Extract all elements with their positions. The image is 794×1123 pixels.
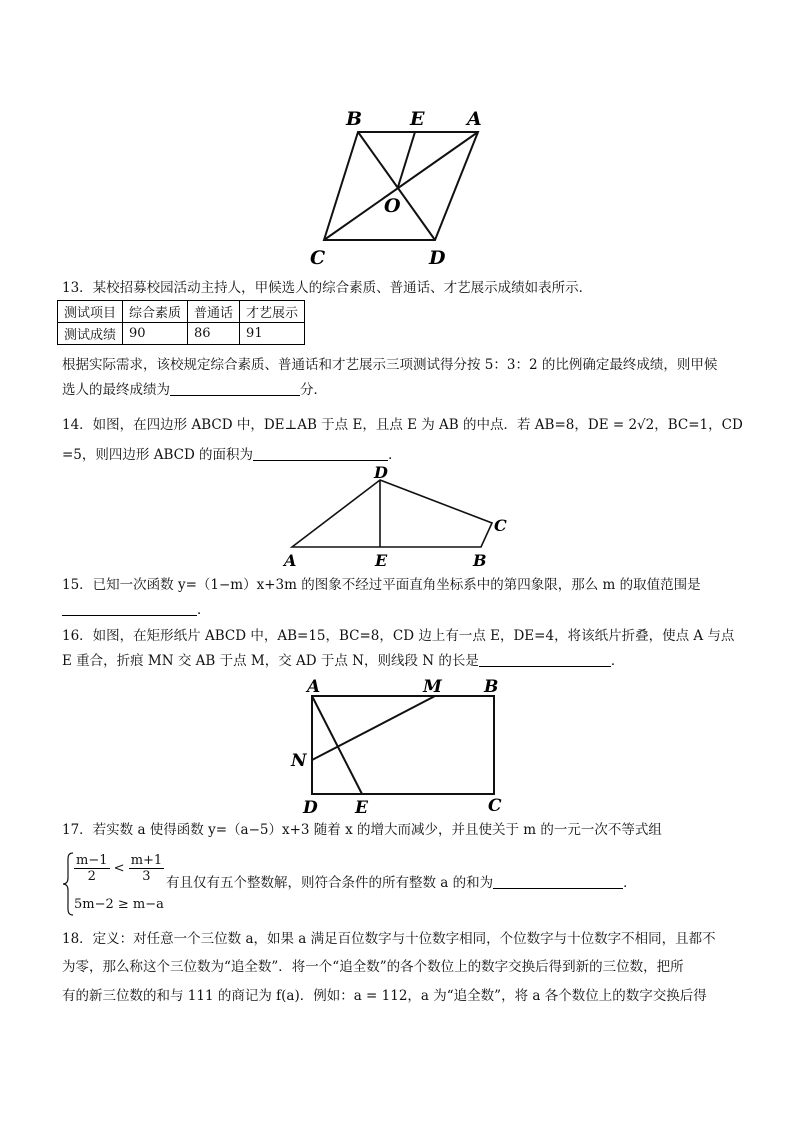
q17-tail-pre: 有且仅有五个整数解，则符合条件的所有整数 a 的和为	[166, 875, 494, 891]
table-cell: 才艺展示	[240, 301, 305, 323]
denominator: 3	[142, 869, 151, 884]
answer-blank	[62, 601, 197, 616]
system-brace	[62, 852, 74, 916]
inequality-2: 5m−2 ≥ m−a	[74, 897, 164, 912]
q16-line2-pre: E 重合，折痕 MN 交 AB 于点 M，交 AD 于点 N，则线段 N 的长是	[62, 653, 479, 669]
figure-rectangle	[285, 672, 515, 822]
inequality-operator: <	[113, 861, 125, 876]
table-cell: 测试成绩	[58, 323, 123, 345]
table-row	[58, 323, 305, 345]
diagonal-BD	[358, 132, 435, 240]
q17-line1: 17．若实数 a 使得函数 y=（a−5）x+3 随着 x 的增大而减少，并且使关于 m 的一元一次不等式组	[62, 822, 662, 838]
label-M: M	[423, 677, 442, 697]
q17-tail-post: ．	[623, 875, 637, 891]
numerator: m−1	[76, 853, 108, 868]
answer-blank	[170, 381, 300, 396]
fraction	[129, 853, 165, 884]
table-cell: 86	[188, 323, 240, 345]
table-cell: 91	[240, 323, 305, 345]
label-D: D	[303, 798, 318, 818]
label-E: E	[375, 551, 388, 570]
table-cell: 90	[123, 323, 188, 345]
label-B: B	[346, 108, 363, 130]
label-A: A	[467, 108, 482, 130]
table-cell: 普通话	[188, 301, 240, 323]
q13-line1: 13．某校招募校园活动主持人，甲候选人的综合素质、普通话、才艺展示成绩如表所示．	[62, 280, 593, 296]
figure-quadrilateral	[280, 462, 520, 572]
segment-AE	[312, 696, 362, 794]
q14-line2-pre: =5，则四边形 ABCD 的面积为	[62, 447, 254, 463]
label-A: A	[307, 677, 321, 697]
label-N: N	[291, 751, 307, 771]
q14-line2-post: ．	[388, 447, 402, 463]
q13-line2: 根据实际需求，该校规定综合素质、普通话和才艺展示三项测试得分按 5：3：2 的比例确定最终成绩，则甲候	[62, 357, 718, 373]
label-B: B	[473, 551, 487, 570]
label-D: D	[374, 463, 388, 482]
q13-line3	[62, 381, 327, 399]
label-A: A	[284, 551, 297, 570]
diagonal-AC	[324, 132, 478, 240]
q16-line2-post: ．	[610, 653, 625, 669]
q15-line2-post: ．	[197, 602, 211, 618]
table-row	[58, 301, 305, 323]
inequality-1	[74, 853, 164, 884]
fraction	[74, 853, 110, 884]
label-C: C	[310, 247, 326, 269]
quadrilateral-outline	[292, 480, 492, 547]
label-O: O	[384, 195, 401, 217]
table-cell: 综合素质	[123, 301, 188, 323]
q16-line2	[62, 652, 624, 670]
answer-blank	[479, 652, 611, 667]
q13-line3-post: 分．	[300, 382, 327, 398]
label-C: C	[494, 516, 507, 535]
numerator: m+1	[130, 853, 163, 868]
q15-line2	[62, 601, 211, 619]
q14-line1: 14．如图，在四边形 ABCD 中，DE⊥AB 于点 E，且点 E 为 AB 的中点．若 AB=8，DE = 2√2，BC=1，CD	[62, 417, 743, 433]
label-E: E	[355, 798, 368, 818]
q18-line3: 有的新三位数的和与 111 的商记为 f(a)．例如：a = 112，a 为“追全数”，将 a 各个数位上的数字交换后得	[62, 988, 707, 1004]
label-B: B	[484, 677, 499, 697]
answer-blank	[493, 874, 623, 889]
label-E: E	[410, 108, 425, 130]
q15-line1: 15．已知一次函数 y=（1−m）x+3m 的图象不经过平面直角坐标系中的第四象限，那么 m 的取值范围是	[62, 577, 701, 593]
crease-MN	[312, 696, 435, 760]
label-D: D	[429, 247, 446, 269]
score-table	[57, 300, 305, 345]
denominator: 2	[87, 869, 96, 884]
q18-line1: 18．定义：对任意一个三位数 a，如果 a 满足百位数字与十位数字相同，个位数字与十位数字不相同，且都不	[62, 931, 716, 947]
q16-line1: 16．如图，在矩形纸片 ABCD 中，AB=15，BC=8，CD 边上有一点 E，DE=4，将该纸片折叠，使点 A 与点	[62, 628, 735, 644]
table-cell: 测试项目	[58, 301, 123, 323]
label-C: C	[488, 796, 502, 816]
q18-line2: 为零，那么称这个三位数为“追全数”．将一个“追全数”的各个数位上的数字交换后得到新的三位数，把所	[62, 959, 684, 975]
answer-blank	[253, 446, 388, 461]
figure-parallelogram	[300, 100, 500, 270]
q13-line3-pre: 选人的最终成绩为	[62, 382, 170, 398]
q17-tail	[166, 874, 637, 892]
